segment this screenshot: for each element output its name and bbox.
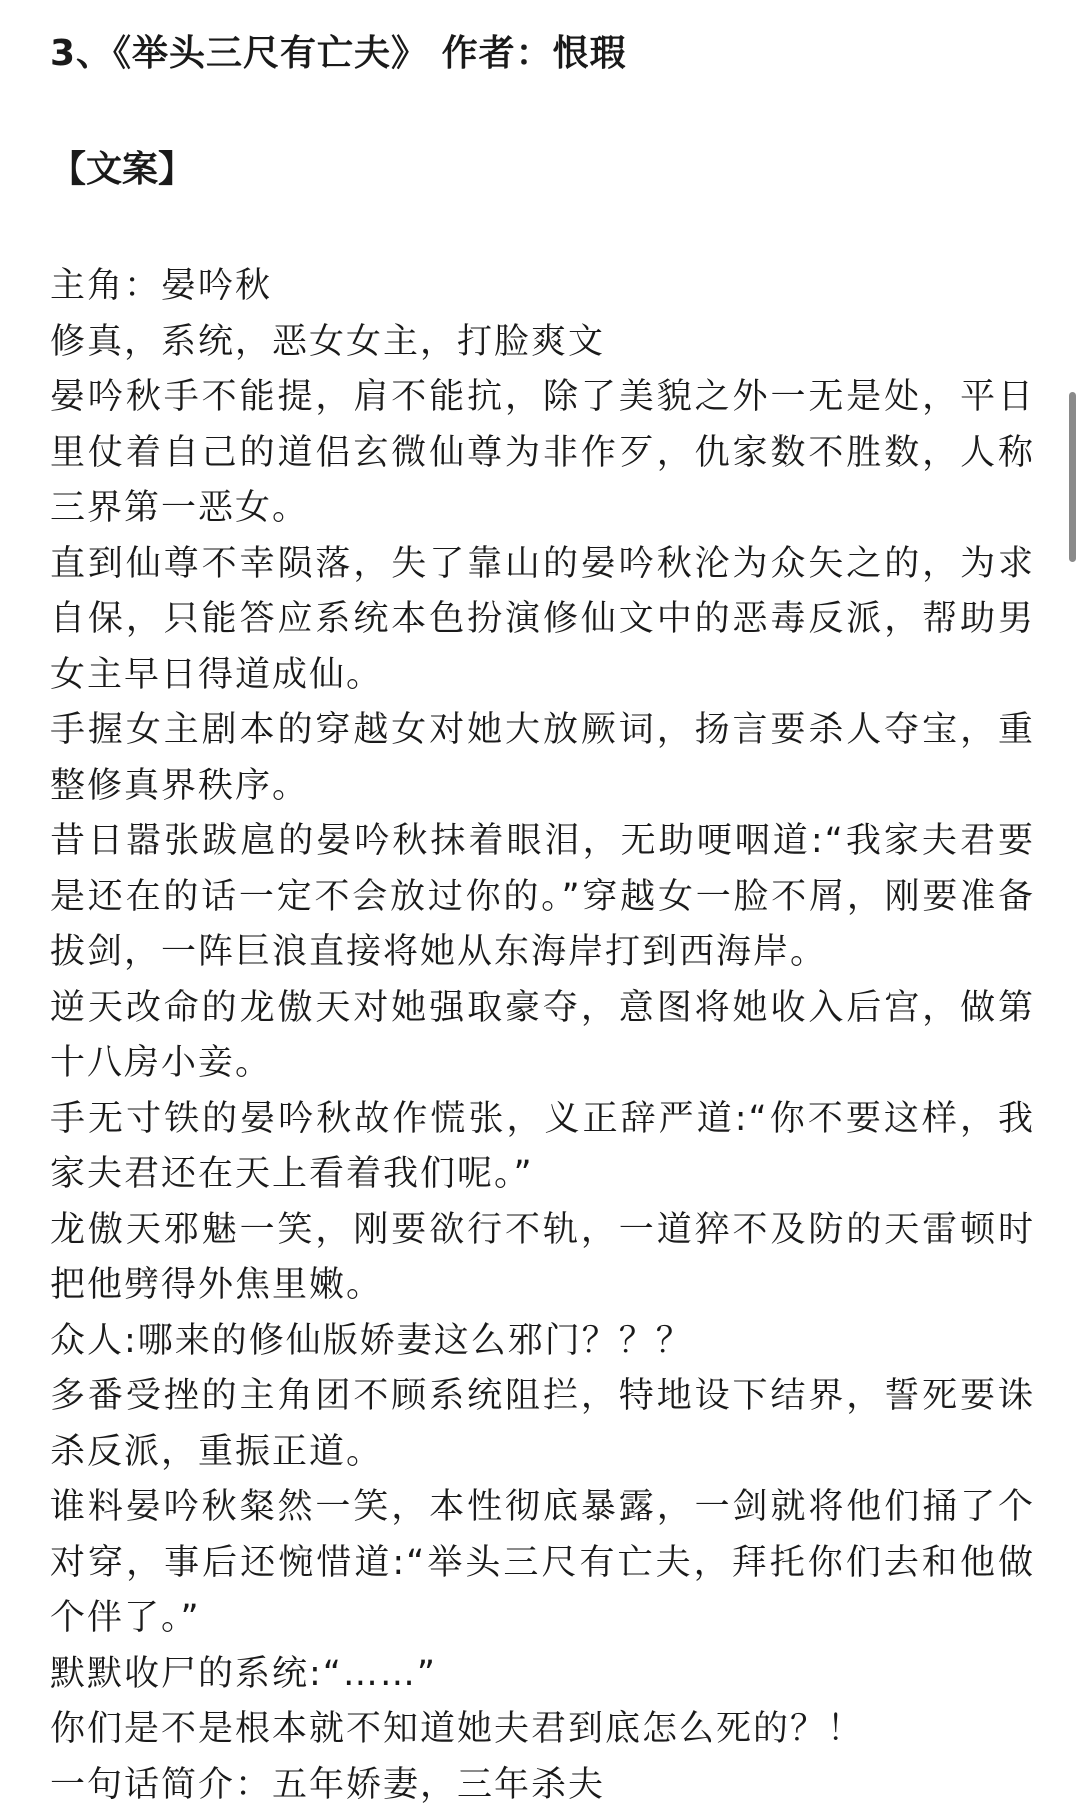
synopsis-paragraph: 逆天改命的龙傲天对她强取豪夺，意图将她收入后宫，做第十八房小妾。: [50, 981, 1035, 1092]
synopsis-paragraph: 手握女主剧本的穿越女对她大放厥词，扬言要杀人夺宝，重整修真界秩序。: [50, 703, 1035, 814]
synopsis-paragraph: 直到仙尊不幸陨落，失了靠山的晏吟秋沦为众矢之的，为求自保，只能答应系统本色扮演修仙文中的恶毒反派，帮助男女主早日得道成仙。: [50, 537, 1035, 704]
synopsis-paragraph: 手无寸铁的晏吟秋故作慌张，义正辞严道:“你不要这样，我家夫君还在天上看着我们呢。”: [50, 1092, 1035, 1203]
synopsis-paragraph: 你们是不是根本就不知道她夫君到底怎么死的？！: [50, 1702, 1035, 1758]
synopsis-paragraph: 晏吟秋手不能提，肩不能抗，除了美貌之外一无是处，平日里仗着自己的道侣玄微仙尊为非作歹，仇家数不胜数，人称三界第一恶女。: [50, 370, 1035, 537]
book-title-heading: 3、《举头三尺有亡夫》 作者：恨瑕: [50, 28, 627, 80]
synopsis-section-label: 【文案】: [50, 144, 194, 196]
vertical-scrollbar[interactable]: [1069, 392, 1076, 562]
synopsis-paragraph: 默默收尸的系统:“……”: [50, 1647, 1035, 1703]
synopsis-body: [50, 259, 1035, 1813]
synopsis-paragraph: 多番受挫的主角团不顾系统阻拦，特地设下结界，誓死要诛杀反派，重振正道。: [50, 1369, 1035, 1480]
synopsis-paragraph: 主角：晏吟秋: [50, 259, 1035, 315]
synopsis-paragraph: 修真，系统，恶女女主，打脸爽文: [50, 315, 1035, 371]
synopsis-paragraph: 众人:哪来的修仙版娇妻这么邪门？？？: [50, 1314, 1035, 1370]
synopsis-paragraph: 昔日嚣张跋扈的晏吟秋抹着眼泪，无助哽咽道:“我家夫君要是还在的话一定不会放过你的。”穿越女一脸不屑，刚要准备拔剑，一阵巨浪直接将她从东海岸打到西海岸。: [50, 814, 1035, 981]
synopsis-paragraph: 谁料晏吟秋粲然一笑，本性彻底暴露，一剑就将他们捅了个对穿，事后还惋惜道:“举头三尺有亡夫，拜托你们去和他做个伴了。”: [50, 1480, 1035, 1647]
synopsis-paragraph: 龙傲天邪魅一笑，刚要欲行不轨，一道猝不及防的天雷顿时把他劈得外焦里嫩。: [50, 1203, 1035, 1314]
synopsis-paragraph: 一句话简介：五年娇妻，三年杀夫: [50, 1758, 1035, 1813]
